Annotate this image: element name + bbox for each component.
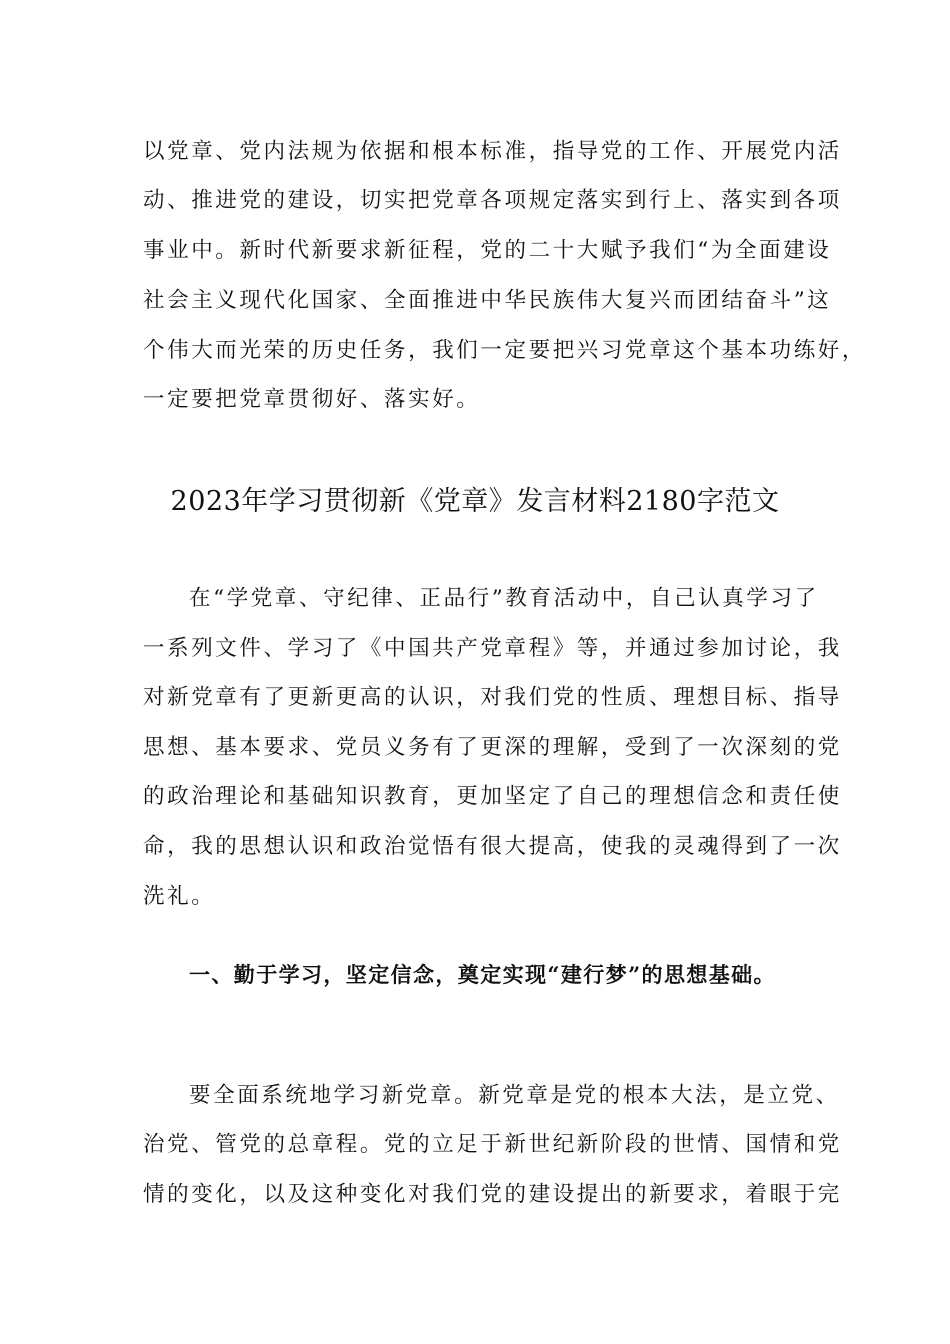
paragraph-line: 以党章、党内法规为依据和根本标准，指导党的工作、开展党内活 <box>143 139 842 164</box>
paragraph-line: 思想、基本要求、党员义务有了更深的理解，受到了一次深刻的党 <box>143 735 842 760</box>
paragraph-line: 动、推进党的建设，切实把党章各项规定落实到行上、落实到各项 <box>143 188 842 213</box>
paragraph-line: 治党、管党的总章程。党的立足于新世纪新阶段的世情、国情和党 <box>143 1132 842 1157</box>
paragraph-line: 对新党章有了更新更高的认识，对我们党的性质、理想目标、指导 <box>143 685 842 710</box>
section-heading: 一、勤于学习，坚定信念，奠定实现“建行梦”的思想基础。 <box>189 962 776 987</box>
paragraph-line: 事业中。新时代新要求新征程，党的二十大赋予我们“为全面建设 <box>143 238 832 263</box>
paragraph-line: 的政治理论和基础知识教育，更加坚定了自己的理想信念和责任使 <box>143 784 842 809</box>
paragraph-line: 社会主义现代化国家、全面推进中华民族伟大复兴而团结奋斗”这 <box>143 288 832 313</box>
paragraph-line: 一系列文件、学习了《中国共产党章程》等，并通过参加讨论，我 <box>143 636 842 661</box>
paragraph-line: 个伟大而光荣的历史任务，我们一定要把兴习党章这个基本功练好， <box>143 338 867 363</box>
paragraph-line: 命，我的思想认识和政治觉悟有很大提高，使我的灵魂得到了一次 <box>143 834 842 859</box>
paragraph-line: 在“学党章、守纪律、正品行”教育活动中，自己认真学习了 <box>189 586 819 611</box>
paragraph-line: 一定要把党章贯彻好、落实好。 <box>143 387 481 412</box>
paragraph-line: 洗礼。 <box>143 884 216 909</box>
paragraph-line: 要全面系统地学习新党章。新党章是党的根本大法，是立党、 <box>189 1083 840 1108</box>
document-title: 2023年学习贯彻新《党章》发言材料2180字范文 <box>170 486 780 517</box>
paragraph-line: 情的变化，以及这种变化对我们党的建设提出的新要求，着眼于完 <box>143 1182 842 1207</box>
